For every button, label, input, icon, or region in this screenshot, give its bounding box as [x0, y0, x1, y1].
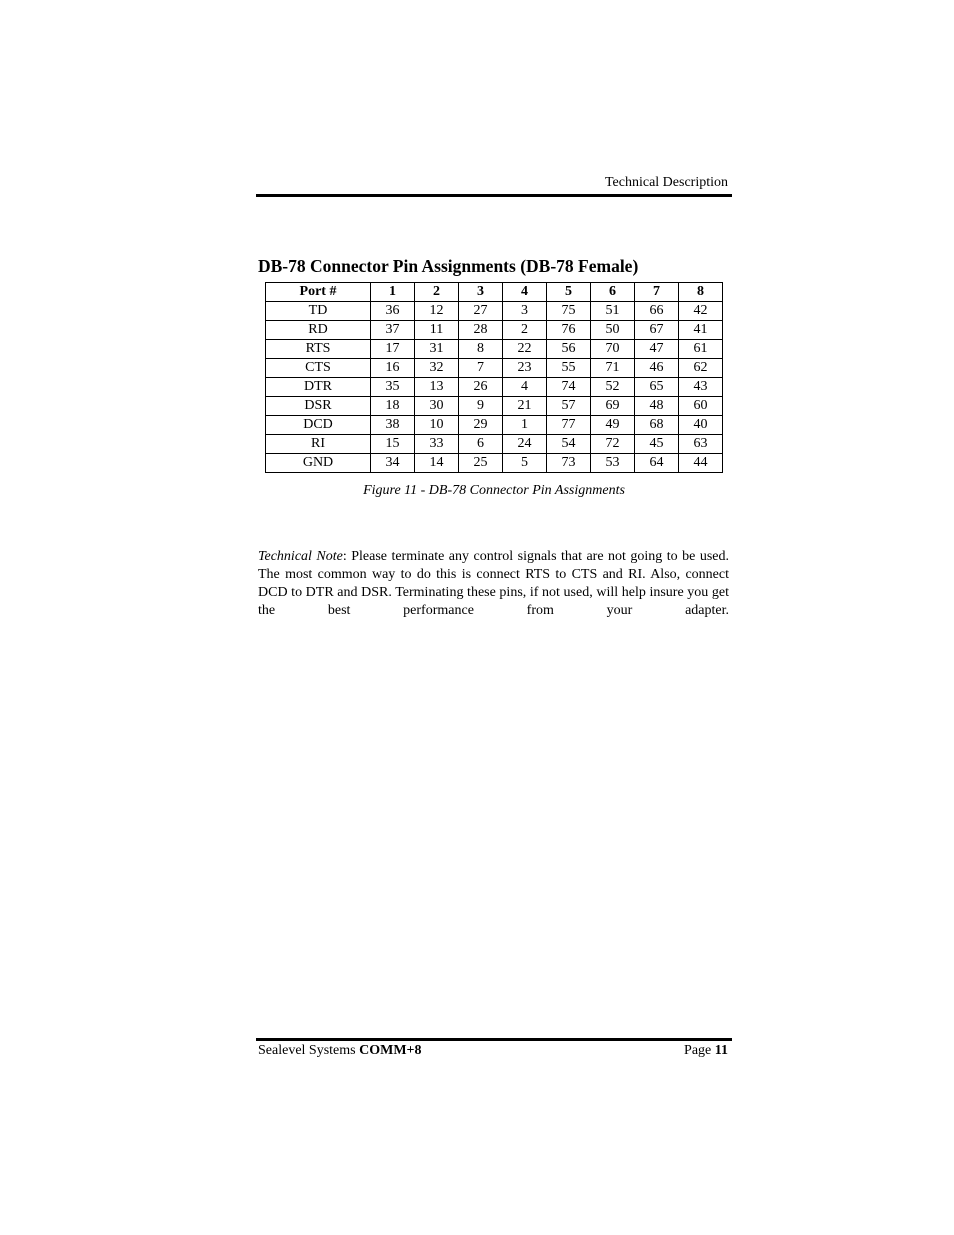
header-cell: 1	[371, 283, 415, 302]
product-name: COMM+8	[359, 1043, 422, 1058]
pin-number-cell: 9	[459, 397, 503, 416]
footer-rule	[256, 1038, 732, 1041]
pin-number-cell: 18	[371, 397, 415, 416]
table-row	[266, 321, 723, 340]
pin-number-cell: 31	[415, 340, 459, 359]
pin-number-cell: 55	[547, 359, 591, 378]
note-label: Technical Note	[258, 549, 343, 564]
signal-name-cell: DTR	[266, 378, 371, 397]
pin-number-cell: 52	[591, 378, 635, 397]
header-cell: 8	[679, 283, 723, 302]
pin-number-cell: 27	[459, 302, 503, 321]
pin-number-cell: 7	[459, 359, 503, 378]
pin-number-cell: 26	[459, 378, 503, 397]
company-name: Sealevel Systems	[258, 1043, 356, 1058]
pin-number-cell: 8	[459, 340, 503, 359]
signal-name-cell: RTS	[266, 340, 371, 359]
pin-number-cell: 68	[635, 416, 679, 435]
pin-number-cell: 61	[679, 340, 723, 359]
table-row	[266, 416, 723, 435]
pin-number-cell: 5	[503, 454, 547, 473]
pin-number-cell: 11	[415, 321, 459, 340]
pin-number-cell: 29	[459, 416, 503, 435]
header-rule	[256, 194, 732, 197]
pin-number-cell: 62	[679, 359, 723, 378]
pin-number-cell: 34	[371, 454, 415, 473]
page-number: 11	[714, 1043, 728, 1058]
header-cell: Port #	[266, 283, 371, 302]
pin-number-cell: 2	[503, 321, 547, 340]
pin-number-cell: 46	[635, 359, 679, 378]
signal-name-cell: TD	[266, 302, 371, 321]
header-cell: 4	[503, 283, 547, 302]
signal-name-cell: DCD	[266, 416, 371, 435]
header-cell: 7	[635, 283, 679, 302]
pin-number-cell: 77	[547, 416, 591, 435]
pin-number-cell: 57	[547, 397, 591, 416]
footer-page	[684, 1042, 728, 1060]
pin-number-cell: 44	[679, 454, 723, 473]
pin-number-cell: 70	[591, 340, 635, 359]
pin-number-cell: 14	[415, 454, 459, 473]
footer-company	[258, 1042, 422, 1060]
table-row	[266, 302, 723, 321]
pin-number-cell: 13	[415, 378, 459, 397]
pin-number-cell: 56	[547, 340, 591, 359]
table-header-row	[266, 283, 723, 302]
signal-name-cell: DSR	[266, 397, 371, 416]
pin-number-cell: 60	[679, 397, 723, 416]
header-cell: 2	[415, 283, 459, 302]
pin-number-cell: 23	[503, 359, 547, 378]
pin-number-cell: 17	[371, 340, 415, 359]
pin-number-cell: 42	[679, 302, 723, 321]
pin-number-cell: 10	[415, 416, 459, 435]
pin-number-cell: 3	[503, 302, 547, 321]
pin-number-cell: 64	[635, 454, 679, 473]
pin-number-cell: 12	[415, 302, 459, 321]
pin-number-cell: 74	[547, 378, 591, 397]
pin-assignment-table	[265, 282, 723, 473]
pin-number-cell: 45	[635, 435, 679, 454]
pin-number-cell: 24	[503, 435, 547, 454]
pin-number-cell: 15	[371, 435, 415, 454]
pin-number-cell: 75	[547, 302, 591, 321]
table-row	[266, 359, 723, 378]
pin-number-cell: 35	[371, 378, 415, 397]
table-row	[266, 454, 723, 473]
pin-number-cell: 65	[635, 378, 679, 397]
signal-name-cell: RD	[266, 321, 371, 340]
pin-number-cell: 66	[635, 302, 679, 321]
pin-number-cell: 41	[679, 321, 723, 340]
pin-number-cell: 30	[415, 397, 459, 416]
pin-number-cell: 1	[503, 416, 547, 435]
pin-number-cell: 33	[415, 435, 459, 454]
header-cell: 6	[591, 283, 635, 302]
technical-note	[258, 548, 729, 620]
pin-number-cell: 72	[591, 435, 635, 454]
pin-number-cell: 25	[459, 454, 503, 473]
pin-number-cell: 53	[591, 454, 635, 473]
figure-caption: Figure 11 - DB-78 Connector Pin Assignments	[363, 483, 625, 498]
page-label: Page	[684, 1043, 712, 1058]
pin-number-cell: 22	[503, 340, 547, 359]
pin-number-cell: 69	[591, 397, 635, 416]
signal-name-cell: RI	[266, 435, 371, 454]
pin-number-cell: 40	[679, 416, 723, 435]
pin-number-cell: 51	[591, 302, 635, 321]
pin-number-cell: 38	[371, 416, 415, 435]
note-body: : Please terminate any control signals that are not going to be used. The most common way to do this is connect RTS to CTS and RI. Also, connect DCD to DTR and DSR. Terminating these pins, if not used, will help insure you get the best performance from your adapter.	[258, 549, 729, 618]
pin-number-cell: 54	[547, 435, 591, 454]
pin-number-cell: 43	[679, 378, 723, 397]
pin-number-cell: 28	[459, 321, 503, 340]
section-title: DB-78 Connector Pin Assignments (DB-78 Female)	[258, 256, 639, 276]
header-cell: 5	[547, 283, 591, 302]
pin-number-cell: 48	[635, 397, 679, 416]
header-cell: 3	[459, 283, 503, 302]
table-row	[266, 340, 723, 359]
pin-number-cell: 73	[547, 454, 591, 473]
pin-number-cell: 6	[459, 435, 503, 454]
pin-number-cell: 50	[591, 321, 635, 340]
signal-name-cell: GND	[266, 454, 371, 473]
table-row	[266, 435, 723, 454]
pin-number-cell: 76	[547, 321, 591, 340]
running-header: Technical Description	[604, 175, 728, 190]
signal-name-cell: CTS	[266, 359, 371, 378]
pin-number-cell: 32	[415, 359, 459, 378]
pin-number-cell: 21	[503, 397, 547, 416]
table-body	[266, 302, 723, 473]
table-row	[266, 397, 723, 416]
pin-number-cell: 16	[371, 359, 415, 378]
pin-number-cell: 63	[679, 435, 723, 454]
pin-number-cell: 47	[635, 340, 679, 359]
pin-number-cell: 36	[371, 302, 415, 321]
pin-number-cell: 49	[591, 416, 635, 435]
pin-number-cell: 37	[371, 321, 415, 340]
table-row	[266, 378, 723, 397]
pin-number-cell: 4	[503, 378, 547, 397]
pin-number-cell: 71	[591, 359, 635, 378]
pin-number-cell: 67	[635, 321, 679, 340]
